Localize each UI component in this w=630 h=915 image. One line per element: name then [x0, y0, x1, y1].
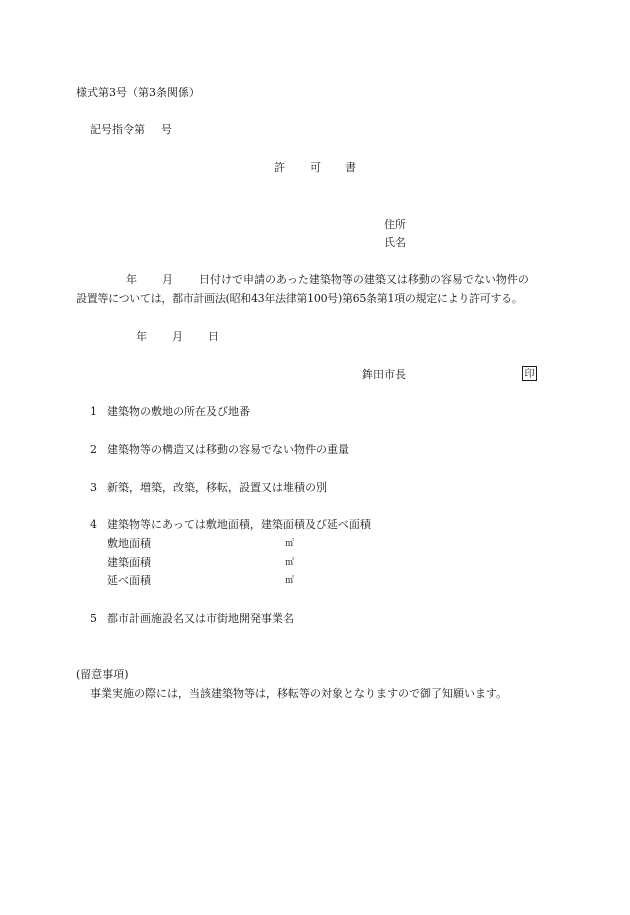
area-unit: ㎡ — [285, 558, 295, 568]
notes-heading: (留意事項) — [76, 668, 129, 681]
issuer-title: 鉾田市長 — [362, 368, 406, 381]
title-char-3: 書 — [345, 161, 356, 174]
date-day: 日 — [208, 330, 219, 343]
designation-label: 記号指令第 — [90, 123, 145, 136]
item-text: 新築，増築，改築，移転，設置又は堆積の別 — [107, 481, 327, 494]
form-label: 様式第3号（第3条関係） — [76, 86, 200, 99]
body-line-2: 設置等については，都市計画法(昭和43年法律第100号)第65条第1項の規定により許可する。 — [76, 292, 523, 305]
area-label: 建築面積 — [107, 556, 151, 569]
name-label: 氏名 — [384, 236, 406, 249]
date-month: 月 — [172, 330, 183, 343]
address-label: 住所 — [384, 218, 406, 231]
item-text: 都市計画施設名又は市街地開発事業名 — [107, 612, 294, 625]
area-unit: ㎡ — [285, 576, 295, 586]
notes-text: 事業実施の際には，当該建築物等は，移転等の対象となりますので御了知願います。 — [90, 687, 508, 700]
date-year: 年 — [136, 330, 147, 343]
item-text: 建築物等の構造又は移動の容易でない物件の重量 — [107, 443, 349, 456]
body-month: 月 — [162, 273, 173, 286]
item-number: 3 — [90, 481, 97, 494]
area-unit: ㎡ — [285, 539, 295, 549]
body-line-1: 日付けで申請のあった建築物等の建築又は移動の容易でない物件の — [199, 273, 529, 286]
item-text: 建築物等にあっては敷地面積，建築面積及び延べ面積 — [107, 518, 371, 531]
item-number: 1 — [90, 405, 97, 418]
item-text: 建築物の敷地の所在及び地番 — [107, 405, 250, 418]
body-year: 年 — [126, 273, 137, 286]
area-label: 延べ面積 — [107, 574, 151, 587]
area-label: 敷地面積 — [107, 537, 151, 550]
seal-mark: 印 — [522, 366, 537, 381]
designation-suffix: 号 — [161, 123, 172, 136]
title-char-1: 許 — [274, 161, 285, 174]
item-number: 2 — [90, 443, 97, 456]
item-number: 5 — [90, 612, 97, 625]
title-char-2: 可 — [310, 161, 321, 174]
item-number: 4 — [90, 518, 97, 531]
